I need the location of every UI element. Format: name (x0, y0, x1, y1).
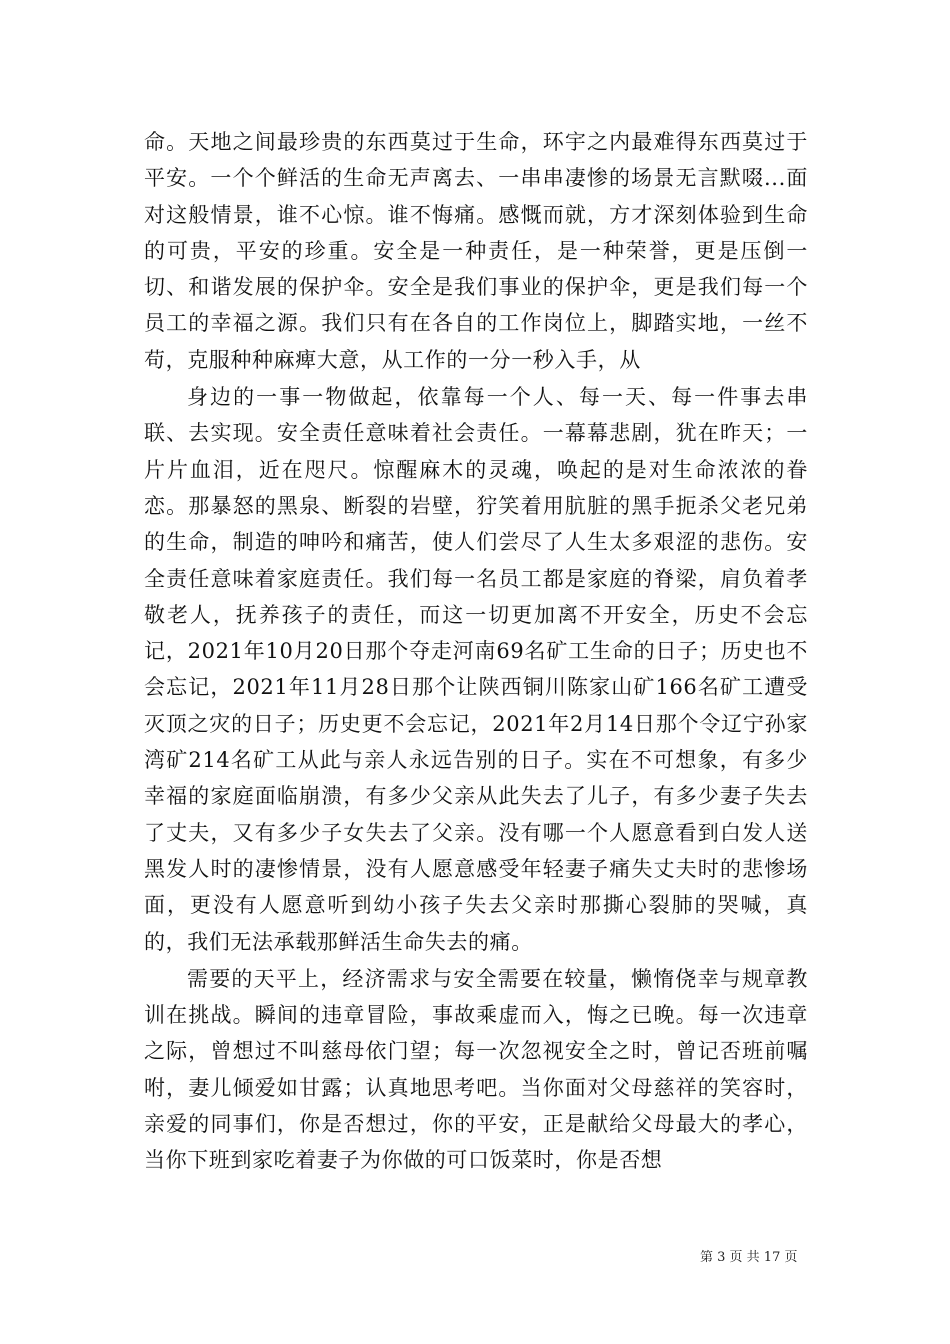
body-text (144, 124, 808, 1179)
paragraph-2: 身边的一事一物做起，依靠每一个人、每一天、每一件事去串联、去实现。安全责任意味着社会责任。一幕幕悲剧，犹在昨天；一片片血泪，近在咫尺。惊醒麻木的灵魂，唤起的是对生命浓浓的眷恋。那暴怒的黑泉、断裂的岩壁，狞笑着用肮脏的黑手扼杀父老兄弟的生命，制造的呻吟和痛苦，使人们尝尽了人生太多艰涩的悲伤。安全责任意味着家庭责任。我们每一名员工都是家庭的脊梁，肩负着孝敬老人，抚养孩子的责任，而这一切更加离不开安全，历史不会忘记，2021年10月20日那个夺走河南69名矿工生命的日子；历史也不会忘记，2021年11月28日那个让陕西铜川陈家山矿166名矿工遭受灭顶之灾的日子；历史更不会忘记，2021年2月14日那个令辽宁孙家湾矿214名矿工从此与亲人永远告别的日子。实在不可想象，有多少幸福的家庭面临崩溃，有多少父亲从此失去了儿子，有多少妻子失去了丈夫，又有多少子女失去了父亲。没有哪一个人愿意看到白发人送黑发人时的凄惨情景，没有人愿意感受年轻妻子痛失丈夫时的悲惨场面，更没有人愿意听到幼小孩子失去父亲时那撕心裂肺的哭喊，真的，我们无法承载那鲜活生命失去的痛。 (144, 385, 808, 954)
paragraph-1: 命。天地之间最珍贵的东西莫过于生命，环宇之内最难得东西莫过于平安。一个个鲜活的生命无声离去、一串串凄惨的场景无言默啜...面对这般情景，谁不心惊。谁不悔痛。感慨而就，方才深刻体验到生命的可贵，平安的珍重。安全是一种责任，是一种荣誉，更是压倒一切、和谐发展的保护伞。安全是我们事业的保护伞，更是我们每一个员工的幸福之源。我们只有在各自的工作岗位上，脚踏实地，一丝不苟，克服种种麻痺大意，从工作的一分一秒入手，从 (144, 130, 808, 372)
paragraph-3: 需要的天平上，经济需求与安全需要在较量，懒惰侥幸与规章教训在挑战。瞬间的违章冒险，事故乘虚而入，悔之已晚。每一次违章之际，曾想过不叫慈母依门望；每一次忽视安全之时，曾记否班前嘱咐，妻儿倾爱如甘露；认真地思考吧。当你面对父母慈祥的笑容时，亲爱的同事们，你是否想过，你的平安，正是献给父母最大的孝心，当你下班到家吃着妻子为你做的可口饭菜时，你是否想 (144, 966, 808, 1173)
page-number-footer: 第 3 页 共 17 页 (700, 1250, 798, 1265)
